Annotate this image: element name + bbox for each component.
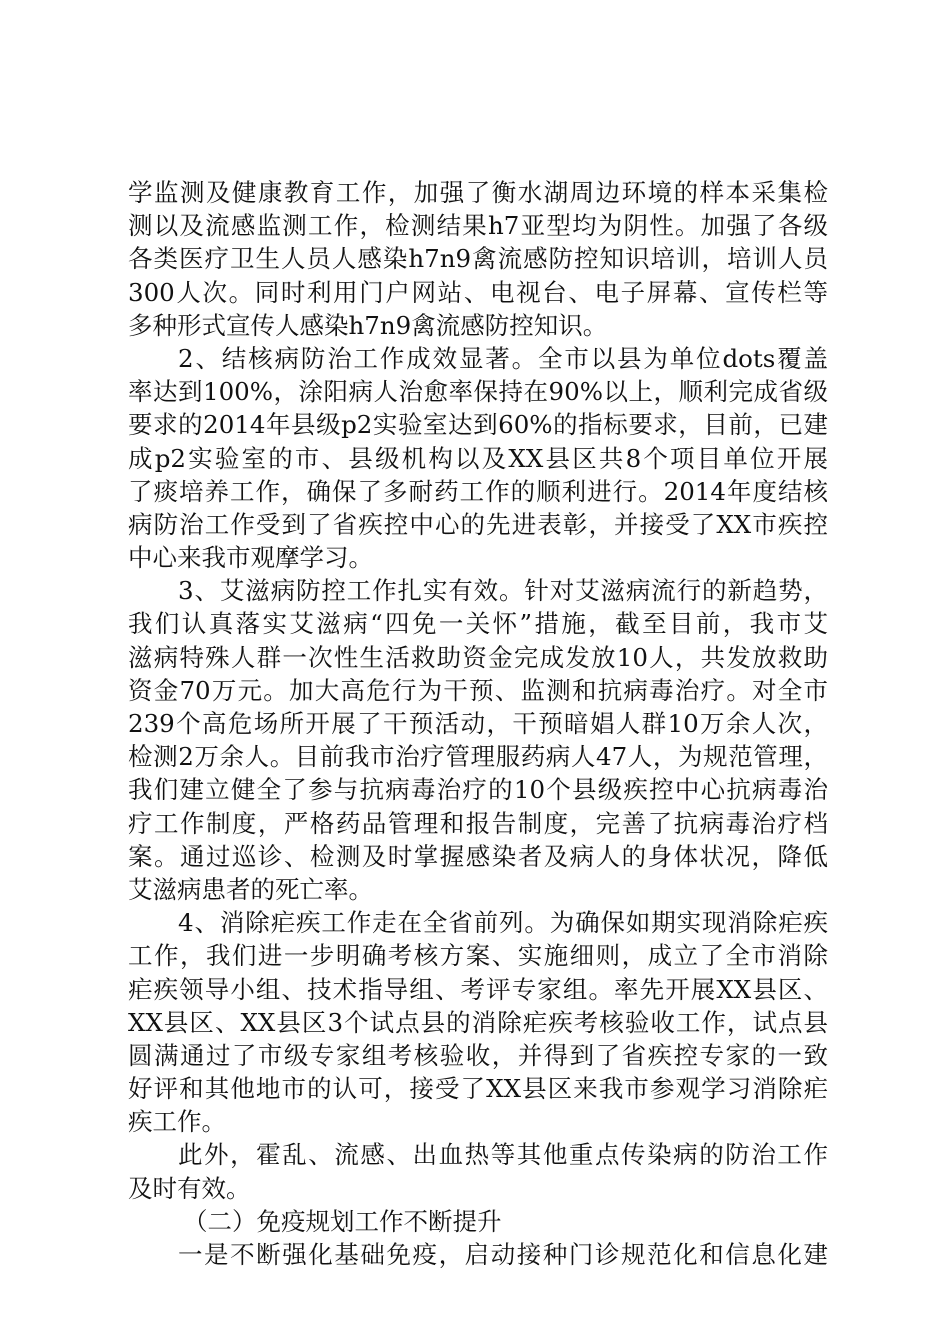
text-line: 中心来我市观摩学习。 <box>128 543 373 573</box>
text-line: 圆满通过了市级专家组考核验收，并得到了省疾控专家的一致 <box>128 1040 828 1070</box>
text-line: 学监测及健康教育工作，加强了衡水湖周边环境的样本采集检 <box>128 178 828 207</box>
text-line: 239个高危场所开展了干预活动，干预暗娼人群10万余人次， <box>128 709 828 738</box>
text-line: 艾滋病患者的死亡率。 <box>128 874 373 904</box>
text-line: 各类医疗卫生人员人感染h7n9禽流感防控知识培训，培训人员 <box>128 244 828 274</box>
text-line: 疗工作制度，严格药品管理和报告制度，完善了抗病毒治疗档 <box>128 808 828 838</box>
text-line: 3、艾滋病防控工作扎实有效。针对艾滋病流行的新趋势， <box>178 576 828 606</box>
text-line: 2、结核病防治工作成效显著。全市以县为单位dots覆盖 <box>178 343 828 373</box>
text-line: 资金70万元。加大高危行为干预、监测和抗病毒治疗。对全市 <box>128 675 828 705</box>
text-line: 病防治工作受到了省疾控中心的先进表彰，并接受了XX市疾控 <box>128 509 828 539</box>
text-line: 一是不断强化基础免疫，启动接种门诊规范化和信息化建 <box>178 1240 828 1269</box>
text-line: 我们认真落实艾滋病“四免一关怀”措施，截至目前，我市艾 <box>128 609 828 639</box>
text-line: 此外，霍乱、流感、出血热等其他重点传染病的防治工作 <box>178 1140 828 1170</box>
text-line: 300人次。同时利用门户网站、电视台、电子屏幕、宣传栏等 <box>128 277 828 307</box>
text-line: 疟疾领导小组、技术指导组、考评专家组。率先开展XX县区、 <box>128 974 828 1004</box>
text-line: 检测2万余人。目前我市治疗管理服药病人47人，为规范管理， <box>128 742 828 772</box>
text-line: 疾工作。 <box>128 1107 226 1137</box>
text-line: 好评和其他地市的认可，接受了XX县区来我市参观学习消除疟 <box>128 1074 828 1104</box>
text-line: 多种形式宣传人感染h7n9禽流感防控知识。 <box>128 310 608 340</box>
text-line: 率达到100%，涂阳病人治愈率保持在90%以上，顺利完成省级 <box>128 377 828 407</box>
body-text <box>128 176 828 1271</box>
text-line: 4、消除疟疾工作走在全省前列。为确保如期实现消除疟疾 <box>178 908 828 938</box>
text-line: 了痰培养工作，确保了多耐药工作的顺利进行。2014年度结核 <box>128 476 828 506</box>
text-line: 要求的2014年县级p2实验室达到60%的指标要求，目前，已建 <box>128 410 828 440</box>
text-line: 案。通过巡诊、检测及时掌握感染者及病人的身体状况，降低 <box>128 841 828 871</box>
text-line: 成p2实验室的市、县级机构以及XX县区共8个项目单位开展 <box>128 443 828 473</box>
text-line: 及时有效。 <box>128 1173 251 1203</box>
text-line: 测以及流感监测工作，检测结果h7亚型均为阴性。加强了各级 <box>128 211 828 241</box>
text-line: 工作，我们进一步明确考核方案、实施细则，成立了全市消除 <box>128 941 828 971</box>
section-heading: （二）免疫规划工作不断提升 <box>183 1206 502 1236</box>
text-line: XX县区、XX县区3个试点县的消除疟疾考核验收工作，试点县 <box>128 1007 828 1037</box>
text-line: 滋病特殊人群一次性生活救助资金完成发放10人，共发放救助 <box>128 642 828 672</box>
text-line: 我们建立健全了参与抗病毒治疗的10个县级疾控中心抗病毒治 <box>128 775 828 805</box>
